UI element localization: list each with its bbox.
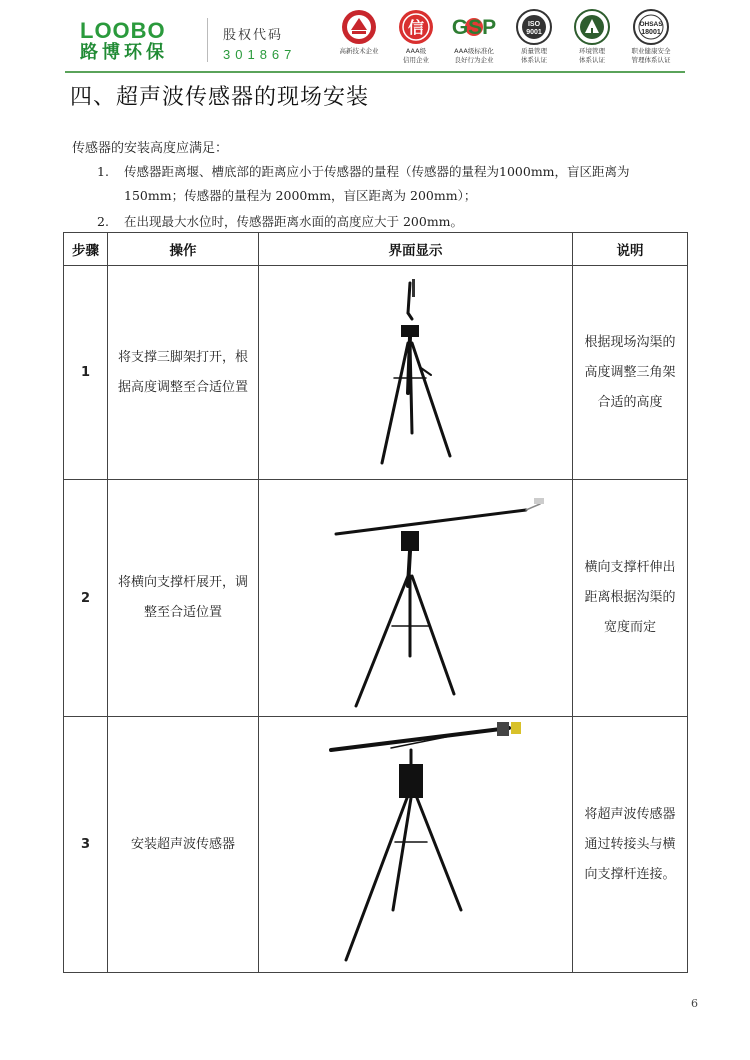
badge-label: 信用企业 <box>403 56 429 64</box>
step-note: 根据现场沟渠的高度调整三角架合适的高度 <box>573 266 688 480</box>
table-row <box>64 480 688 717</box>
step-image <box>259 717 573 973</box>
svg-text:ISO: ISO <box>527 21 541 28</box>
requirement-text: 传感器距离堰、槽底部的距离应小于传感器的量程（传感器的量程为1000mm，盲区距离为150mm；传感器的量程为 2000mm，盲区距离为 200mm）； <box>124 164 630 203</box>
step-image <box>259 480 573 717</box>
badge-label: 管理体系认证 <box>631 56 671 64</box>
badge-label: AAA级标准化 <box>454 47 494 55</box>
step-image <box>259 266 573 480</box>
header-note: 说明 <box>573 233 688 266</box>
svg-text:18001: 18001 <box>641 29 661 36</box>
gsp-mark: GSP <box>451 16 497 39</box>
header-operation: 操作 <box>108 233 259 266</box>
requirement-number: 2. <box>97 214 109 229</box>
page-number: 6 <box>691 997 698 1010</box>
step-operation: 安装超声波传感器 <box>108 717 259 973</box>
step-note: 横向支撑杆伸出距离根据沟渠的宽度而定 <box>573 480 688 717</box>
step-number: 3 <box>64 717 108 973</box>
installation-steps-table <box>63 232 688 973</box>
header-divider <box>207 18 208 62</box>
credit-mark: 信 <box>407 18 425 37</box>
logo-chinese-text: 路博环保 <box>80 42 168 63</box>
tripod-with-ultrasonic-sensor-image <box>291 720 541 970</box>
svg-text:9001: 9001 <box>526 29 542 36</box>
step-note: 将超声波传感器通过转接头与横向支撑杆连接。 <box>573 717 688 973</box>
badge-label: 良好行为企业 <box>454 56 494 64</box>
step-operation: 将支撑三脚架打开，根据高度调整至合适位置 <box>108 266 259 480</box>
logo-text: LOOBO <box>80 18 166 43</box>
table-row <box>64 717 688 973</box>
requirement-text: 在出现最大水位时，传感器距离水面的高度应大于 200mm。 <box>124 214 464 229</box>
badge-label: 质量管理 <box>521 47 547 55</box>
badge-environment <box>563 8 621 64</box>
gsp-logo-icon <box>446 8 502 46</box>
company-logo <box>80 20 200 64</box>
header-display: 界面显示 <box>259 233 573 266</box>
step-number: 1 <box>64 266 108 480</box>
badge-label: AAA级 <box>405 47 427 55</box>
certification-badges <box>330 8 690 72</box>
intro-text: 传感器的安装高度应满足： <box>72 141 229 156</box>
table-row <box>64 266 688 480</box>
stock-label: 股权代码 <box>223 28 284 43</box>
badge-label: 高新技术企业 <box>339 47 379 55</box>
environment-seal-icon <box>573 8 611 46</box>
step-operation: 将横向支撑杆展开，调整至合适位置 <box>108 480 259 717</box>
badge-iso9001 <box>505 8 563 64</box>
credit-seal-icon <box>397 8 435 46</box>
badge-ohsas <box>622 8 680 64</box>
section-title: 四、超声波传感器的现场安装 <box>70 85 370 110</box>
table-header-row <box>64 233 688 266</box>
badge-gsp <box>445 8 503 64</box>
badge-label: 环境管理 <box>579 47 605 55</box>
badge-label: 体系认证 <box>521 56 547 64</box>
badge-aaa-credit <box>387 8 445 64</box>
ohsas-18001-seal-icon <box>632 8 670 46</box>
svg-text:OHSAS: OHSAS <box>639 21 663 28</box>
badge-high-tech <box>330 8 388 55</box>
tripod-extended-image <box>326 273 506 473</box>
badge-label: 职业健康安全 <box>631 47 671 55</box>
tripod-with-crossbar-image <box>286 486 546 711</box>
page-header <box>65 8 685 72</box>
stock-code: 301867 <box>223 47 297 62</box>
header-step: 步骤 <box>64 233 108 266</box>
iso-9001-seal-icon <box>515 8 553 46</box>
badge-label: 体系认证 <box>579 56 605 64</box>
stock-info <box>223 24 296 62</box>
requirement-number: 1. <box>97 164 109 179</box>
header-rule <box>65 71 685 73</box>
step-number: 2 <box>64 480 108 717</box>
high-tech-emblem-icon <box>340 8 378 46</box>
